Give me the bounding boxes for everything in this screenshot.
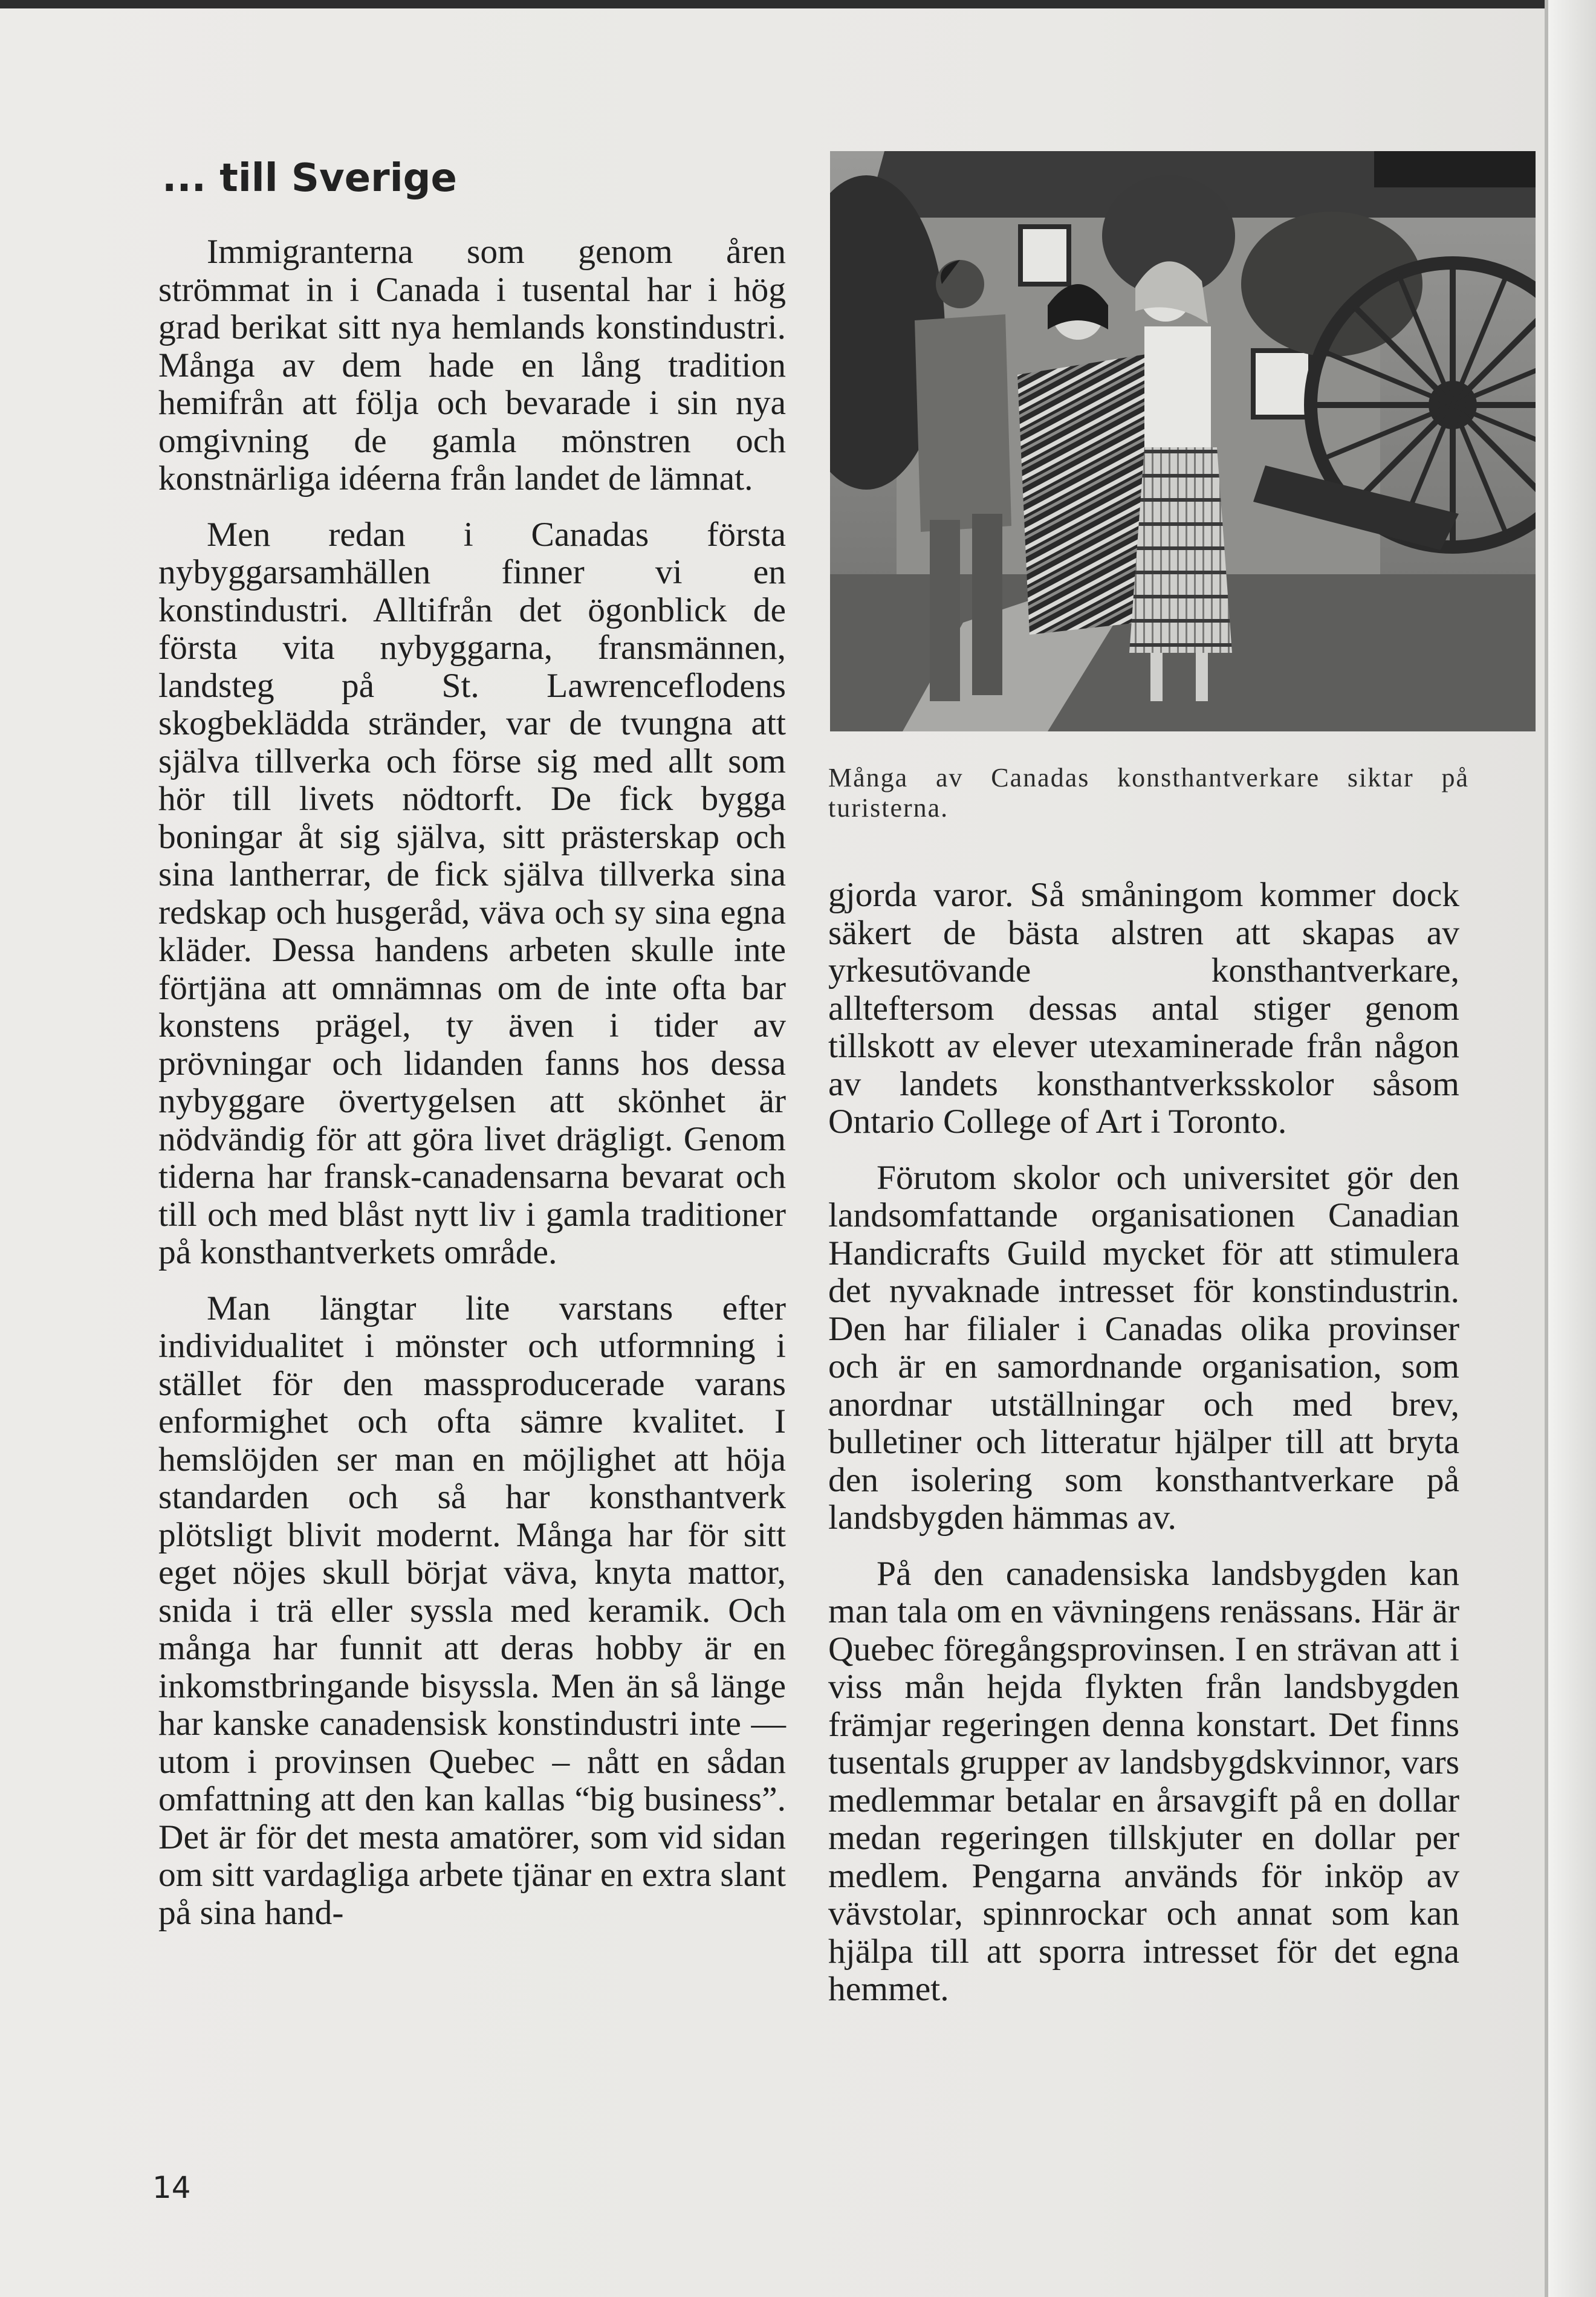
- photo-caption: Många av Canadas konsthantverkare siktar på turisterna.: [828, 763, 1469, 823]
- photo-illustration: [830, 151, 1536, 731]
- paragraph: På den canadensiska landsbygden kan man tala om en vävningens renässans. Här är Quebec föregångsprovinsen. I en strävan att i viss mån hejda flykten från landsbygden främjar regeringen denna konstart. Det finns tusentals grupper av landsbygdskvinnor, vars medlemmar betalar en årsavgift på en dollar medan regeringen tillskjuter en dollar per medlem. Pengarna används för inköp av vävstolar, spinnrockar och annat som kan hjälpa till att sporra intresset för det egna hemmet.: [828, 1554, 1459, 2008]
- section-heading: ... till Sverige: [162, 156, 457, 201]
- photo-artisans-with-weaving: [830, 151, 1536, 731]
- paragraph: Immigranterna som genom åren strömmat in i Canada i tusental har i hög grad berikat sitt nya hemlands konstindustri. Många av dem hade en lång tradition hemifrån att följa och bevarade i sin nya omgivning de gamla mönstren och konstnärliga idéerna från landet de lämnat.: [158, 233, 786, 497]
- sign: [1374, 151, 1536, 187]
- paragraph: Man längtar lite varstans efter individualitet i mönster och utformning i stället för den massproducerade varans enformighet och ofta sämre kvalitet. I hemslöjden ser man en möjlighet att höja standarden och så har konsthantverk plötsligt blivit modernt. Många har för sitt eget nöjes skull börjat väva, knyta mattor, snida i trä eller syssla med keramik. Och många har funnit att deras hobby är en inkomstbringande bisyssla. Men än så länge har kanske canadensisk konstindustri inte — utom i provinsen Quebec – nått en sådan omfattning att den kan kallas “big business”. Det är för det mesta amatörer, som vid sidan om sitt vardagliga arbete tjänar en extra slant på sina hand-: [158, 1289, 786, 1932]
- paragraph: Men redan i Canadas första nybyggarsamhällen finner vi en konstindustri. Alltifrån det ögonblick de första vita nybyggarna, fransmännen, landsteg på St. Lawrenceflodens skogbeklädda stränder, var de tvungna att själva tillverka och förse sig med allt som hör till livets nödtorft. De fick bygga boningar åt sig själva, sitt prästerskap och sina lantherrar, de fick själva tillverka sina redskap och husgeråd, väva och sy sina egna kläder. Dessa handens arbeten skulle inte förtjäna att omnämnas om de inte ofta bar konstens prägel, ty även i tider av prövningar och lidanden fanns hos dessa nybyggare övertygelsen att skönhet är nödvändig för att göra livet drägligt. Genom tiderna har fransk-canadensarna bevarat och till och med blåst nytt liv i gamla traditioner på konsthantverkets område.: [158, 515, 786, 1271]
- right-text-column: [828, 876, 1459, 2027]
- window: [1020, 227, 1069, 284]
- paragraph: Förutom skolor och universitet gör den landsomfattande organisationen Canadian Handicrafts Guild mycket för att stimulera det nyvaknade intresset för konstindustrin. Den har filialer i Canadas olika provinser och är en samordnande organisation, som anordnar utställningar och med brev, bulletiner och litteratur hjälper till att bryta den isolering som konsthantverkare på landsbygden hämmas av.: [828, 1158, 1459, 1537]
- next-page-edge: [1548, 0, 1596, 2297]
- scan-top-border: [0, 0, 1596, 8]
- window: [1253, 351, 1311, 417]
- page-fold-shadow: [1545, 0, 1548, 2297]
- paragraph: gjorda varor. Så småningom kommer dock säkert de bästa alstren att skapas av yrkesutövande konsthantverkare, allteftersom dessas antal stiger genom tillskott av elever utexaminerade från någon av landets konsthantverksskolor såsom Ontario College of Art i Toronto.: [828, 876, 1459, 1141]
- page-number: 14: [152, 2170, 191, 2205]
- left-text-column: [158, 233, 786, 1950]
